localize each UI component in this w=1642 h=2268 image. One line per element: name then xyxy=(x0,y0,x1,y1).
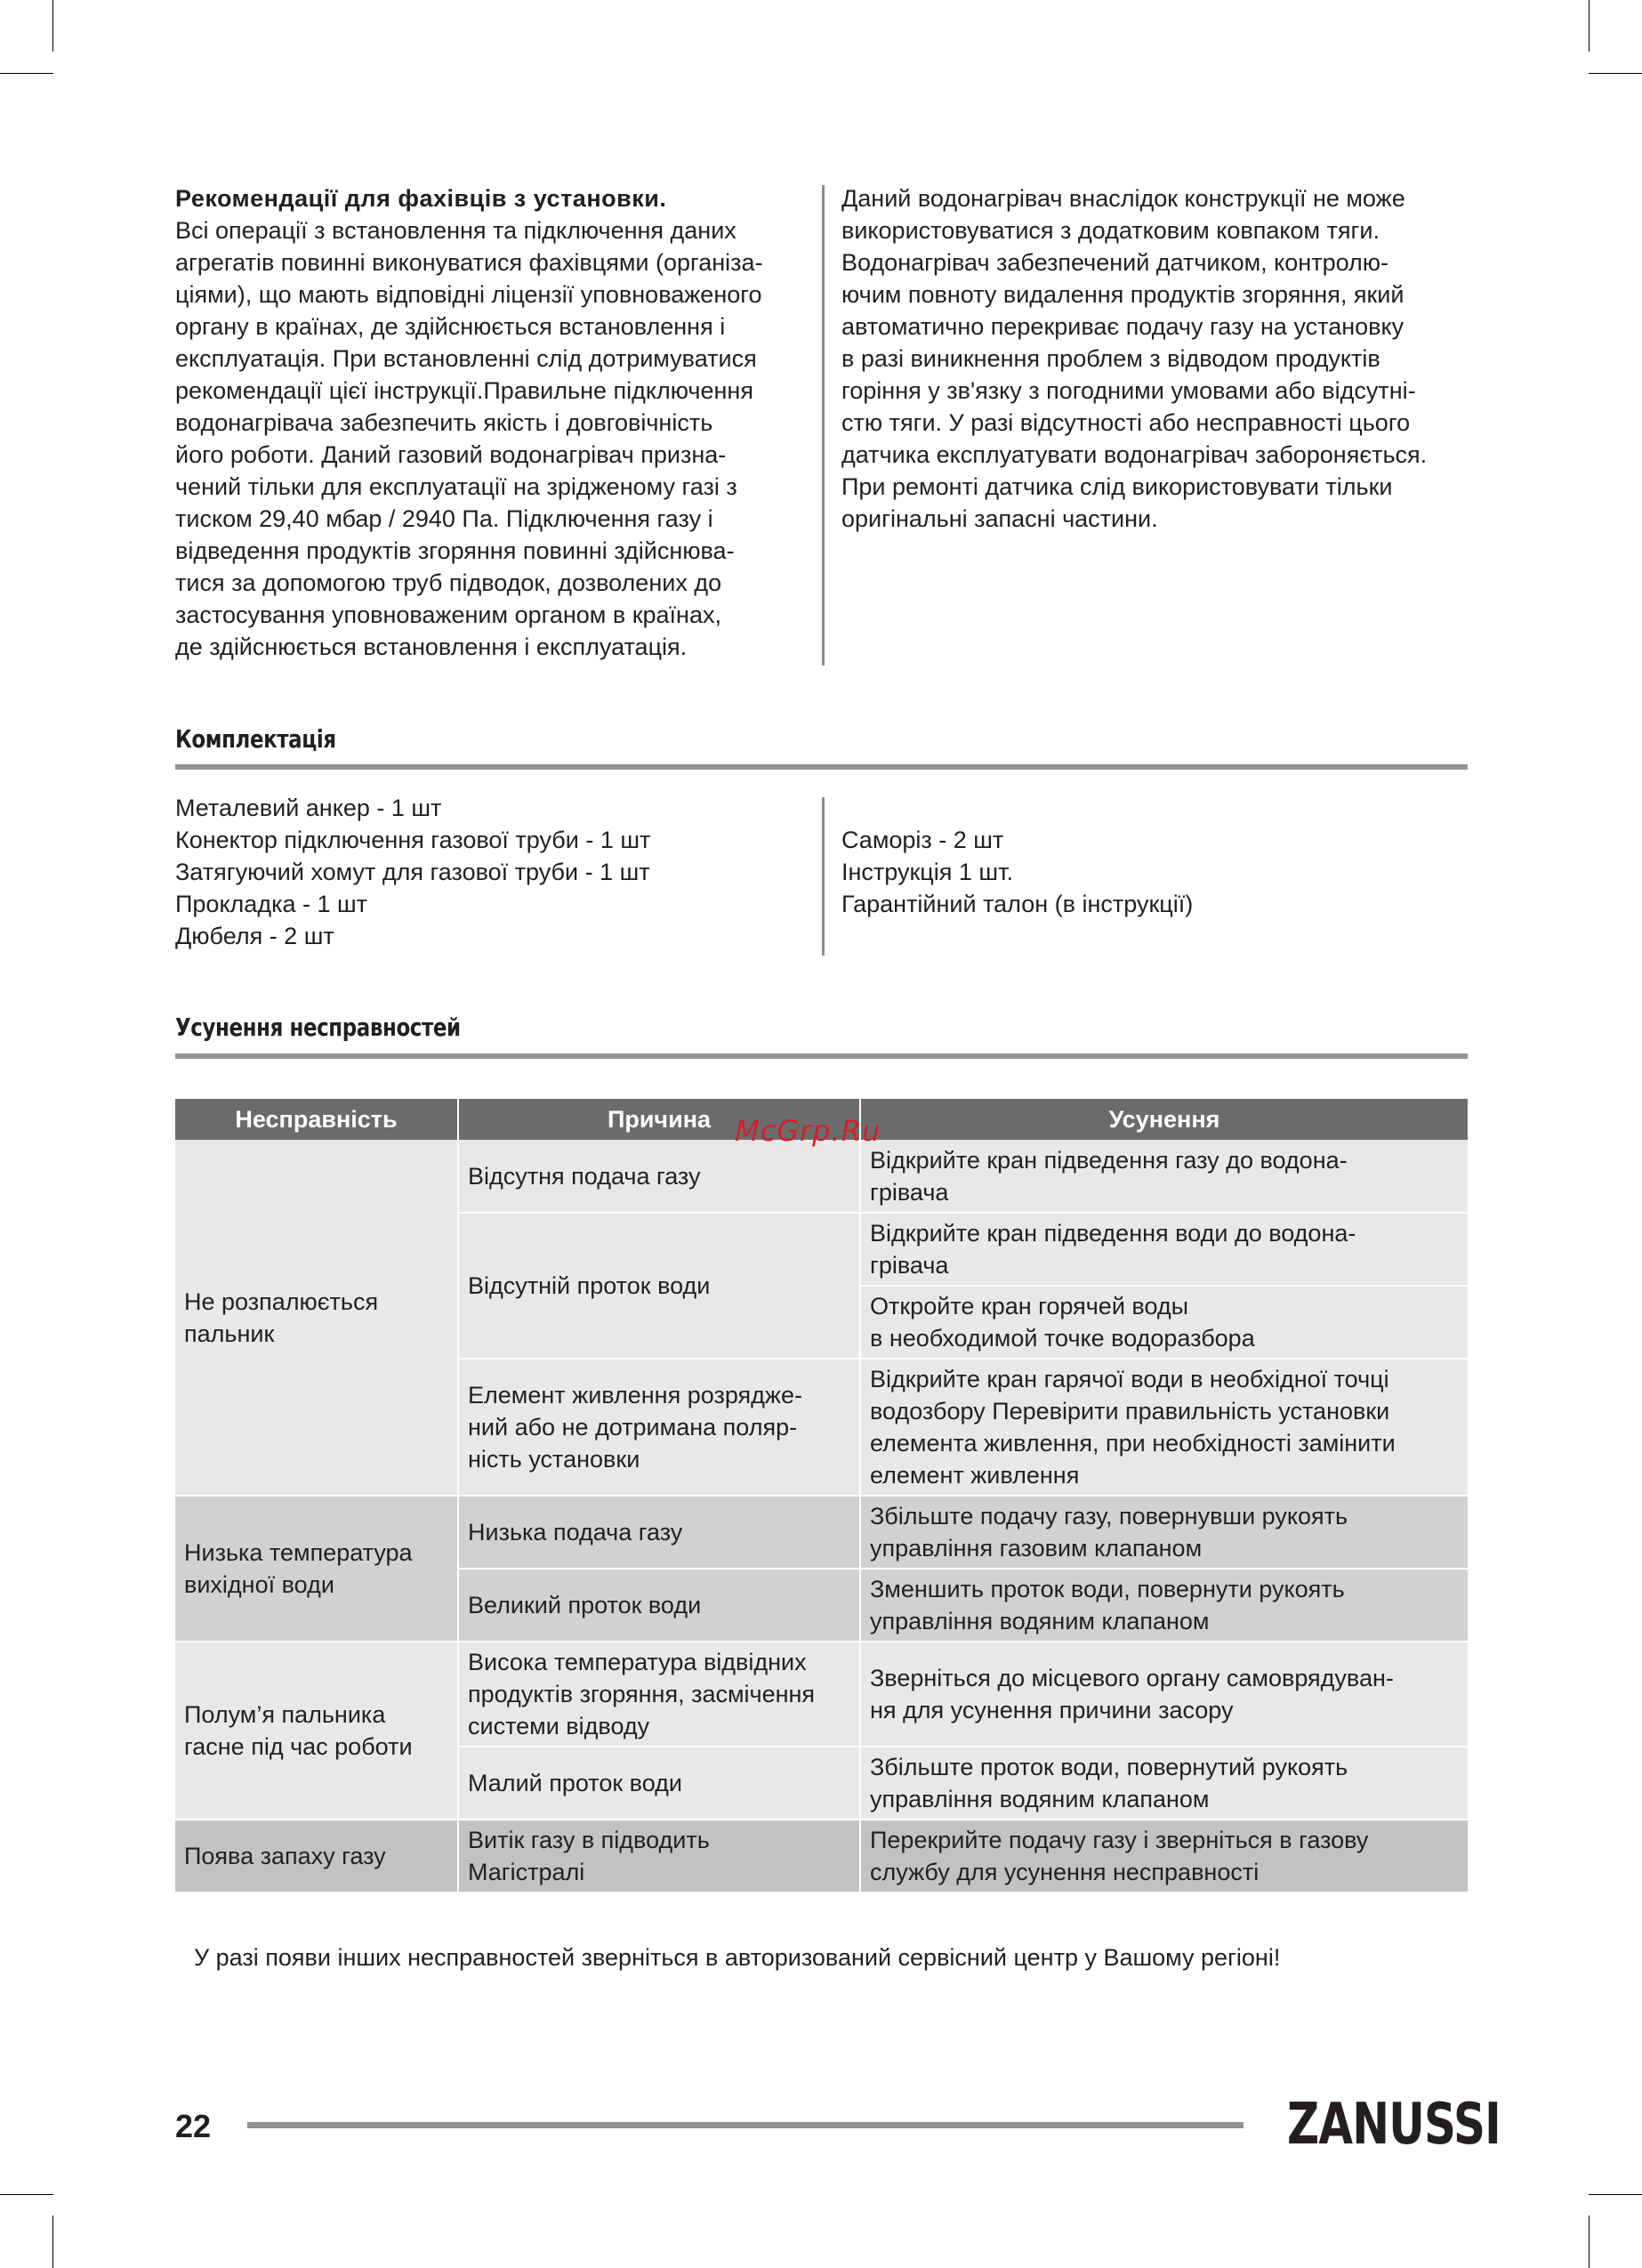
kit-item: Конектор підключення газової труби - 1 шт xyxy=(175,827,651,853)
crop-mark xyxy=(1589,2216,1590,2268)
crop-mark xyxy=(0,73,53,74)
remedy-cell: Збільште проток води, повернутий рукоять управління водяним клапаном xyxy=(860,1747,1468,1820)
kit-item: Прокладка - 1 шт xyxy=(175,891,368,917)
service-center-note: У разі появи інших несправностей зверніться в авторизований сервісний центр у Вашому регіоні! xyxy=(194,1944,1281,1971)
troubleshooting-section-rule xyxy=(175,1053,1468,1059)
kit-item: Саморіз - 2 шт xyxy=(841,827,1004,853)
remedy-cell: Зверніться до місцевого органу самоврядуван- ня для усунення причини засору xyxy=(860,1642,1468,1747)
intro-left-column xyxy=(175,182,816,663)
fault-cell: Полум’я пальника гасне під час роботи xyxy=(175,1642,458,1820)
remedy-cell: Відкрийте кран підведення газу до водона- грівача xyxy=(860,1140,1468,1213)
column-divider xyxy=(822,185,825,666)
crop-mark xyxy=(1589,73,1642,74)
header-remedy: Усунення xyxy=(860,1099,1468,1140)
kit-item: Інструкція 1 шт. xyxy=(841,859,1013,885)
troubleshooting-section-title: Усунення несправностей xyxy=(175,1013,461,1042)
crop-mark xyxy=(1589,0,1590,52)
troubleshooting-table xyxy=(175,1099,1468,1893)
kit-section-title: Комплектація xyxy=(175,724,336,754)
crop-mark xyxy=(52,0,53,52)
intro-left-text: Всі операції з встановлення та підключення даних агрегатів повинні виконуватися фахівцями (організа- ціями), що мають відповідні ліцензії уповноваженого органу в країнах, де здійснюється встановлення і експлуатація. При встановленні слід дотримуватися рекомендації цієї інструкції.Правильне підключення водонагрівача забезпечить якість і довговічність його роботи. Даний газовий водонагрівач призна- чений тільки для експлуатації на зрідженому газі з тиском 29,40 мбар / 2940 Па. Підключення газу і відведення продуктів згоряння повинні здійснюва- тися за допомогою труб підводок, дозволених до застосування уповноваженим органом в країнах, де здійснюється встановлення і експлуатація. xyxy=(175,217,763,660)
intro-right-column xyxy=(841,182,1482,535)
cause-cell: Відсутня подача газу xyxy=(458,1140,860,1213)
cause-cell: Витік газу в підводить Магістралі xyxy=(458,1820,860,1893)
kit-section-rule xyxy=(175,764,1468,770)
page-number: 22 xyxy=(175,2108,212,2144)
remedy-cell: Зменшить проток води, повернути рукоять управління водяним клапаном xyxy=(860,1569,1468,1642)
remedy-cell: Відкрийте кран гарячої води в необхідної точці водозбору Перевірити правильність установки елемента живлення, при необхідності замінити елемент живлення xyxy=(860,1359,1468,1496)
footer-rule xyxy=(247,2122,1244,2128)
cause-cell: Великий проток води xyxy=(458,1569,860,1642)
intro-heading: Рекомендації для фахівців з установки. xyxy=(175,185,667,212)
kit-item: Металевий анкер - 1 шт xyxy=(175,795,442,821)
kit-left-list xyxy=(175,792,650,952)
header-fault: Несправність xyxy=(175,1099,458,1140)
remedy-cell: Откройте кран горячей воды в необходимой точке водоразбора xyxy=(860,1286,1468,1359)
fault-cell: Низька температура вихідної води xyxy=(175,1496,458,1642)
kit-item: Затягуючий хомут для газової труби - 1 шт xyxy=(175,859,650,885)
table-row xyxy=(175,1496,1468,1569)
cause-cell: Відсутній проток води xyxy=(458,1213,860,1359)
kit-item: Гарантійний талон (в інструкції) xyxy=(841,891,1194,917)
crop-mark xyxy=(1589,2194,1642,2195)
remedy-cell: Відкрийте кран підведення води до водона- грівача xyxy=(860,1213,1468,1286)
kit-right-list xyxy=(841,824,1193,920)
fault-cell: Поява запаху газу xyxy=(175,1820,458,1893)
cause-cell: Низька подача газу xyxy=(458,1496,860,1569)
remedy-cell: Збільште подачу газу, повернувши рукоять управління газовим клапаном xyxy=(860,1496,1468,1569)
column-divider xyxy=(822,797,825,956)
cause-cell: Висока температура відвідних продуктів згоряння, засмічення системи відводу xyxy=(458,1642,860,1747)
crop-mark xyxy=(52,2216,53,2268)
header-cause: Причина xyxy=(458,1099,860,1140)
cause-cell: Малий проток води xyxy=(458,1747,860,1820)
table-row xyxy=(175,1820,1468,1893)
remedy-cell: Перекрийте подачу газу і зверніться в газову службу для усунення несправності xyxy=(860,1820,1468,1893)
brand-logo: ZANUSSI xyxy=(1287,2092,1501,2158)
cause-cell: Елемент живлення розрядже- ний або не дотримана поляр- ність установки xyxy=(458,1359,860,1496)
fault-cell: Не розпалюється пальник xyxy=(175,1140,458,1496)
crop-mark xyxy=(0,2194,53,2195)
table-row xyxy=(175,1140,1468,1213)
watermark: McGrp.Ru xyxy=(735,1114,881,1148)
kit-item: Дюбеля - 2 шт xyxy=(175,923,334,949)
intro-right-text: Даний водонагрівач внаслідок конструкції не може використовуватися з додатковим ковпаком тяги. Водонагрівач забезпечений датчиком, контролю- ючим повноту видалення продуктів згоряння, який автоматично перекриває подачу газу на установку в разі виникнення проблем з відводом продуктів горіння у зв'язку з погодними умовами або відсутні- стю тяги. У разі відсутності або несправності цього датчика експлуатувати водонагрівач забороняється. При ремонті датчика слід використовувати тільки оригінальні запасні частини. xyxy=(841,185,1428,532)
table-row xyxy=(175,1642,1468,1747)
